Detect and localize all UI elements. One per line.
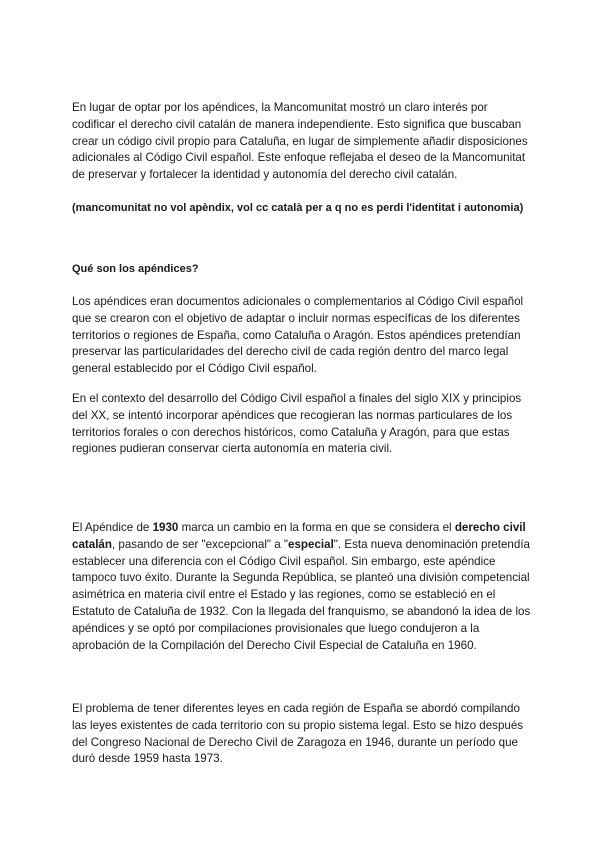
p4-text-2: marca un cambio en la forma en que se considera el xyxy=(178,521,455,534)
paragraph-compilaciones: El problema de tener diferentes leyes en cada región de España se abordó compilando las leyes existentes de cada territorio con su propio sistema legal. Esto se hizo después del Congreso Nacional de Derecho Civil de Zaragoza en 1946, durante un período que duró desde 1959 hasta 1973. xyxy=(72,702,524,766)
p4-term: derecho civil catalán xyxy=(72,521,526,551)
section-heading: Qué son los apéndices? xyxy=(72,263,199,275)
p4-year: 1930 xyxy=(152,521,179,534)
paragraph-apendices-context: En el contexto del desarrollo del Código Civil español a finales del siglo XIX y principios del XX, se intentó incorporar apéndices que recogieran las normas particulares de los territorios forales o con derechos históricos, como Cataluña y Aragón, para que estas regiones pudieran conservar cierta autonomía en materia civil. xyxy=(72,392,522,456)
p4-special: especial xyxy=(288,537,334,551)
paragraph-apendice-1930 xyxy=(72,520,532,654)
p4-text-4: ". Esta nueva denominación pretendía establecer una diferencia con el Código Civil español. Sin embargo, este apéndice tampoco tuvo éxito. Durante la Segunda República, se planteó una división competencial asimétrica en materia civil entre el Estado y las regiones, como se estableció en el Estatuto de Cataluña de 1932. Con la llegada del franquismo, se abandonó la idea de los apéndices y se optó por compilaciones provisionales que luego condujeron a la aprobación de la Compilación del Derecho Civil Especial de Cataluña en 1960. xyxy=(72,537,531,652)
p4-text-3: , pasando de ser "excepcional" a " xyxy=(111,537,289,551)
paragraph-apendices-definition: Los apéndices eran documentos adicionales o complementarios al Código Civil español que se crearon con el objetivo de adaptar o incluir normas específicas de los diferentes territorios o regiones de España, como Cataluña o Aragón. Estos apéndices pretendían preservar las particularidades del derecho civil de cada región dentro del marco legal general establecido por el Código Civil español. xyxy=(72,295,524,376)
handwritten-note: (mancomunitat no vol apèndix, vol cc català per a q no es perdi l'identitat i autonomia) xyxy=(72,202,524,214)
paragraph-mancomunitat: En lugar de optar por los apéndices, la Mancomunitat mostró un claro interés por codificar el derecho civil catalán de manera independiente. Esto significa que buscaban crear un código civil propio para Cataluña, en lugar de simplemente añadir disposiciones adicionales al Código Civil español. Este enfoque reflejaba el deseo de la Mancomunitat de preservar y fortalecer la identidad y autonomía del derecho civil catalán. xyxy=(72,101,528,182)
p4-text-1: El Apéndice de xyxy=(72,521,153,534)
